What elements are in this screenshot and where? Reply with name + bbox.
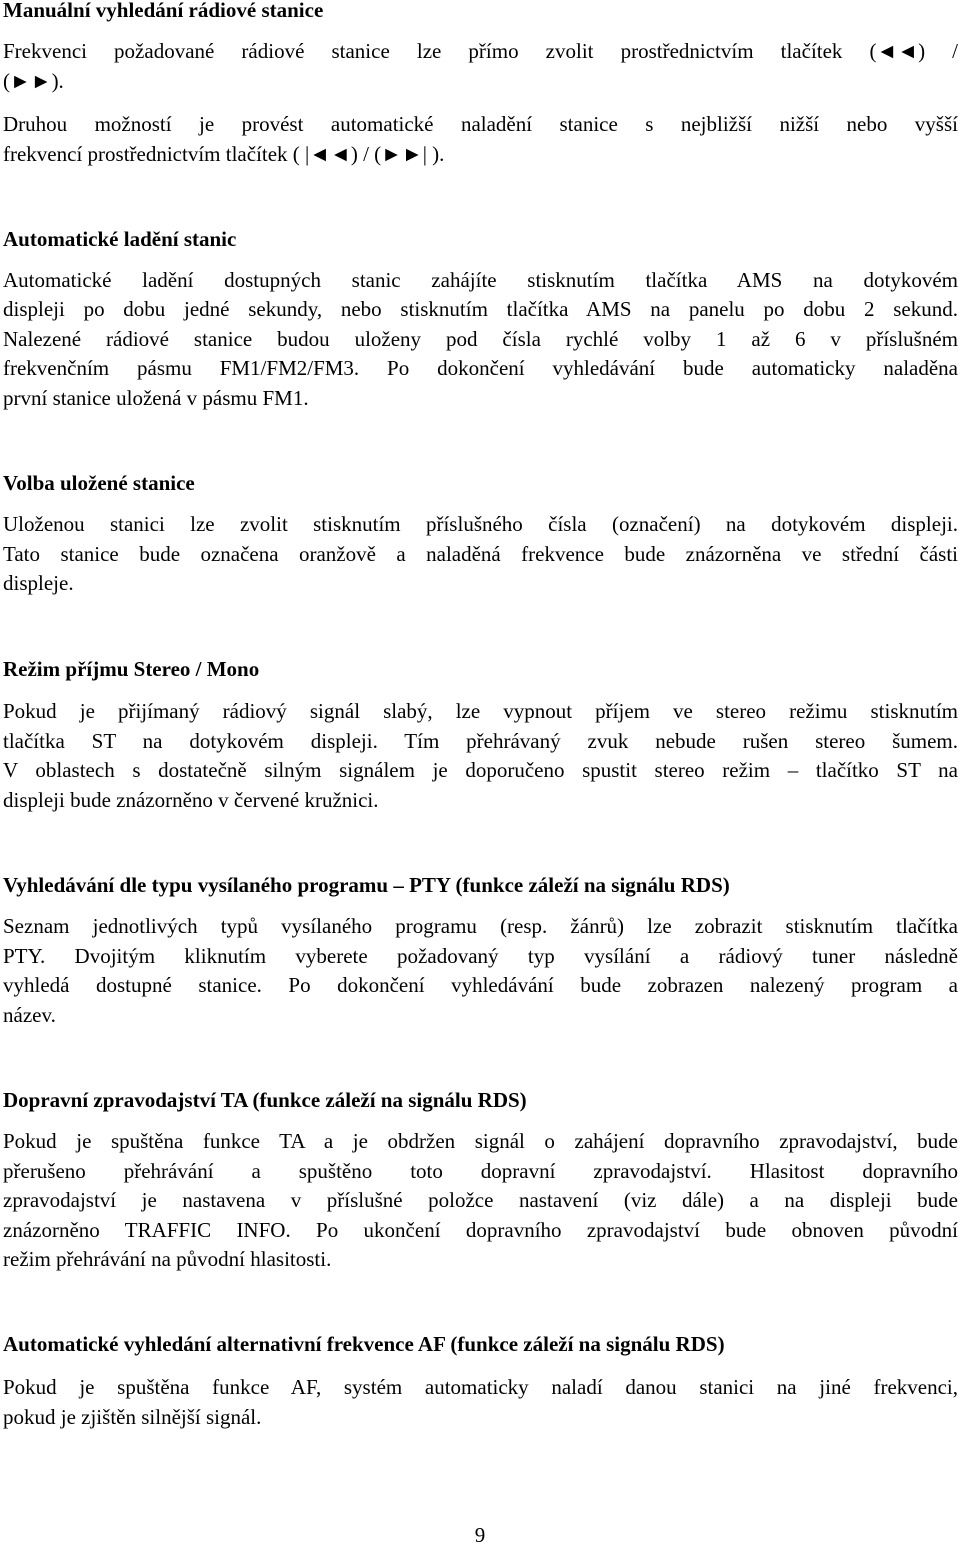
paragraph-line: V oblastech s dostatečně silným signálem je doporučeno spustit stereo režim – tlačítko ST na — [3, 758, 958, 782]
paragraph-line: Pokud je přijímaný rádiový signál slabý, lze vypnout příjem ve stereo režimu stisknutím — [3, 699, 958, 723]
paragraph-line: Pokud je spuštěna funkce TA a je obdržen signál o zahájení dopravního zpravodajství, bude — [3, 1129, 958, 1153]
paragraph-line: Druhou možností je provést automatické naladění stanice s nejbližší nižší nebo vyšší — [3, 112, 958, 136]
paragraph-line: Frekvenci požadované rádiové stanice lze přímo zvolit prostřednictvím tlačítek (◄◄) / — [3, 39, 958, 63]
section-heading: Vyhledávání dle typu vysílaného programu – PTY (funkce záleží na signálu RDS) — [3, 873, 730, 897]
paragraph-line: displeji bude znázorněno v červené kružnici. — [3, 788, 379, 812]
paragraph-line: Seznam jednotlivých typů vysílaného programu (resp. žánrů) lze zobrazit stisknutím tlačítka — [3, 914, 958, 938]
paragraph-line: tlačítka ST na dotykovém displeji. Tím přehrávaný zvuk nebude rušen stereo šumem. — [3, 729, 958, 753]
paragraph-line: vyhledá dostupné stanice. Po dokončení vyhledávání bude zobrazen nalezený program a — [3, 973, 958, 997]
paragraph-line: Automatické ladění dostupných stanic zahájíte stisknutím tlačítka AMS na dotykovém — [3, 268, 958, 292]
paragraph-line: (►►). — [3, 69, 64, 93]
paragraph-line: PTY. Dvojitým kliknutím vyberete požadovaný typ vysílání a rádiový tuner následně — [3, 944, 958, 968]
section-heading: Režim příjmu Stereo / Mono — [3, 657, 260, 681]
paragraph-line: znázorněno TRAFFIC INFO. Po ukončení dopravního zpravodajství bude obnoven původní — [3, 1218, 958, 1242]
paragraph-line: první stanice uložená v pásmu FM1. — [3, 386, 309, 410]
page-number: 9 — [474, 1523, 486, 1547]
paragraph-line: Uloženou stanici lze zvolit stisknutím příslušného čísla (označení) na dotykovém displeji. — [3, 512, 958, 536]
paragraph-line: pokud je zjištěn silnější signál. — [3, 1405, 262, 1429]
paragraph-line: režim přehrávání na původní hlasitosti. — [3, 1247, 332, 1271]
paragraph-line: frekvencí prostřednictvím tlačítek ( |◄◄) / (►►| ). — [3, 142, 445, 166]
paragraph-line: zpravodajství je nastavena v příslušné položce nastavení (viz dále) a na displeji bude — [3, 1188, 958, 1212]
paragraph-line: název. — [3, 1003, 56, 1027]
paragraph-line: frekvenčním pásmu FM1/FM2/FM3. Po dokončení vyhledávání bude automaticky naladěna — [3, 356, 958, 380]
paragraph-line: Tato stanice bude označena oranžově a naladěná frekvence bude znázorněna ve střední části — [3, 542, 958, 566]
paragraph-line: přerušeno přehrávání a spuštěno toto dopravní zpravodajství. Hlasitost dopravního — [3, 1159, 958, 1183]
section-heading: Manuální vyhledání rádiové stanice — [3, 0, 324, 22]
section-heading: Automatické vyhledání alternativní frekvence AF (funkce záleží na signálu RDS) — [3, 1332, 725, 1356]
paragraph-line: Nalezené rádiové stanice budou uloženy pod čísla rychlé volby 1 až 6 v příslušném — [3, 327, 958, 351]
section-heading: Automatické ladění stanic — [3, 227, 237, 251]
section-heading: Dopravní zpravodajství TA (funkce záleží na signálu RDS) — [3, 1088, 527, 1112]
section-heading: Volba uložené stanice — [3, 471, 195, 495]
paragraph-line: displeje. — [3, 571, 74, 595]
paragraph-line: displeji po dobu jedné sekundy, nebo stisknutím tlačítka AMS na panelu po dobu 2 sekund. — [3, 297, 958, 321]
paragraph-line: Pokud je spuštěna funkce AF, systém automaticky naladí danou stanici na jiné frekvenci, — [3, 1375, 958, 1399]
